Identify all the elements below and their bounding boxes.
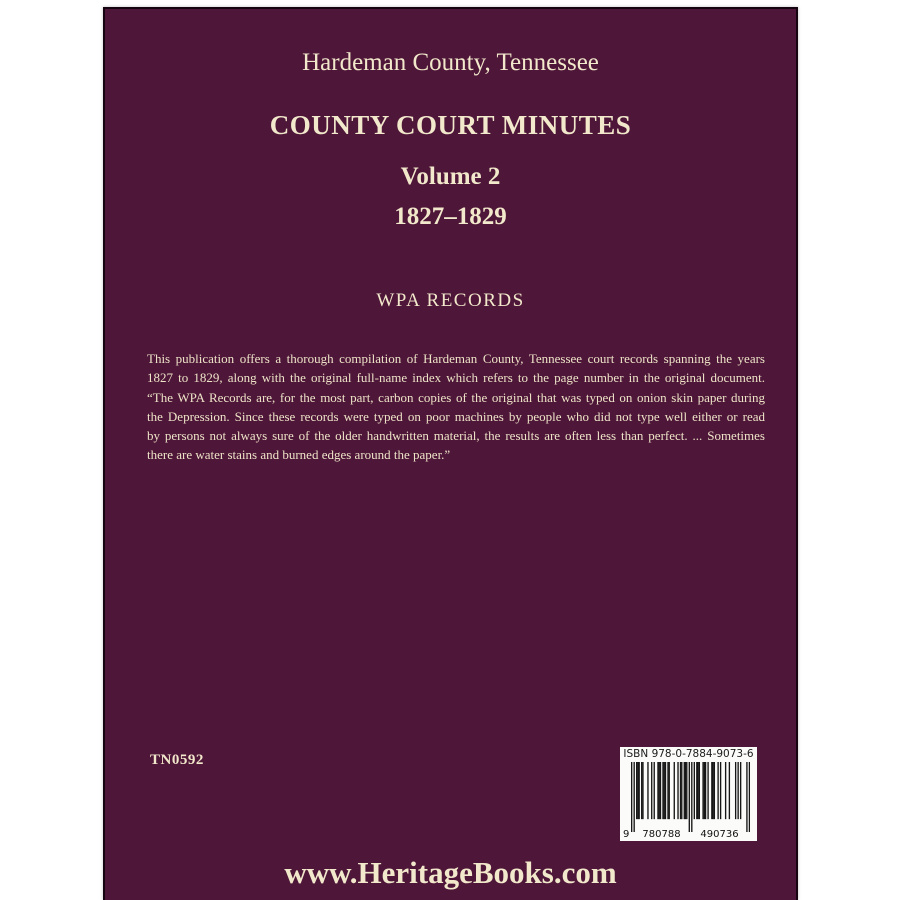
book-title: COUNTY COURT MINUTES (269, 110, 632, 140)
isbn-label: ISBN 978-0-7884-9073-6 (623, 748, 754, 760)
barcode-digits (620, 828, 757, 840)
barcode-bars-svg (631, 762, 750, 832)
barcode-digit-lead: 9 (623, 829, 630, 840)
description-line: there are water stains and burned edges around the paper.” (147, 447, 451, 463)
barcode-digits-right-group: 490736 (700, 829, 739, 840)
volume-label: Volume 2 (400, 163, 501, 190)
region-title: Hardeman County, Tennessee (302, 49, 599, 76)
isbn-barcode (620, 747, 757, 841)
barcode-digits-left-group: 780788 (642, 829, 681, 840)
description-paragraph (147, 349, 765, 465)
years-label: 1827–1829 (394, 203, 507, 230)
series-label: WPA RECORDS (376, 290, 525, 311)
description-line: “The WPA Records are, for the most part, carbon copies of the original that was typed on onion skin paper during (147, 389, 765, 405)
book-back-cover (103, 7, 798, 900)
description-line: by persons not always sure of the older handwritten material, the results are often less than perfect. ... Sometimes (147, 428, 765, 444)
barcode-bars (631, 762, 750, 832)
description-line: the Depression. Since these records were typed on poor machines by people who did not type well either or read (147, 408, 765, 424)
catalog-number: TN0592 (150, 752, 204, 768)
description-line: This publication offers a thorough compilation of Hardeman County, Tennessee court records spanning the years (147, 351, 765, 366)
description-line: 1827 to 1829, along with the original full-name index which refers to the page number in the original document. (147, 370, 765, 386)
website-url: www.HeritageBooks.com (284, 855, 617, 890)
